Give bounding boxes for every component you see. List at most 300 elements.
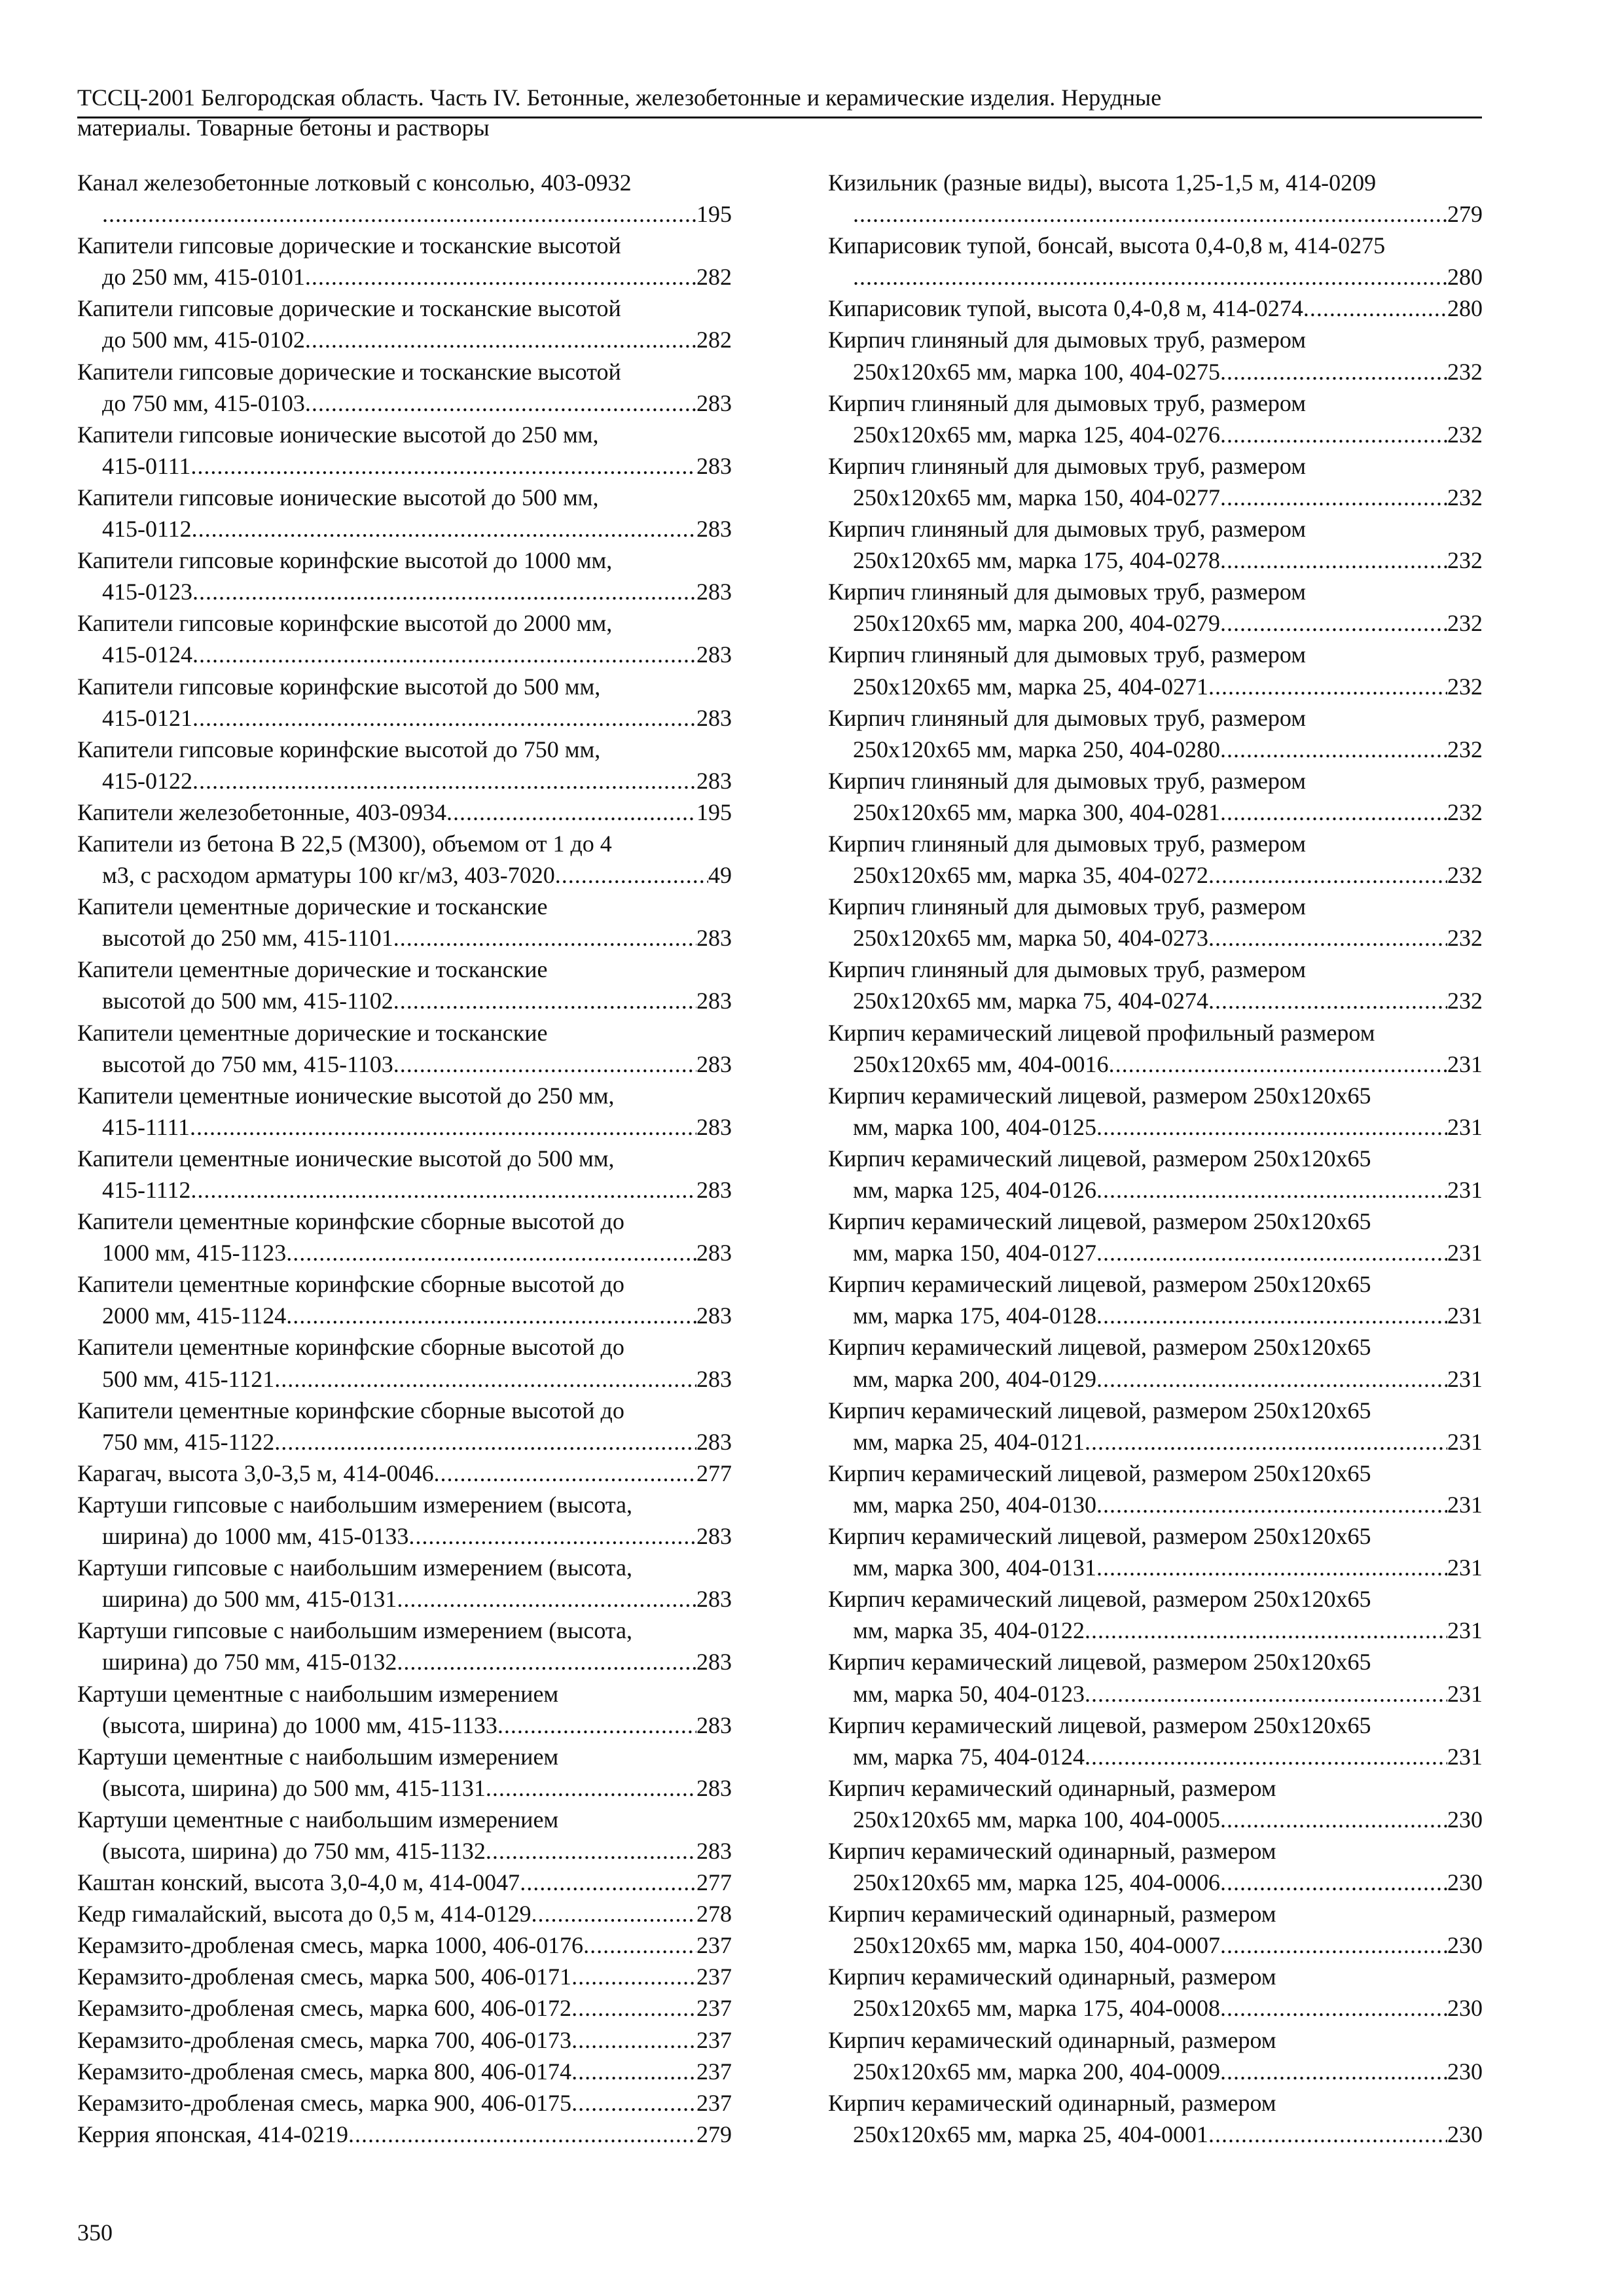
index-entry xyxy=(77,1552,732,1615)
index-entry xyxy=(828,576,1483,639)
entry-text: Кирпич глиняный для дымовых труб, размером xyxy=(828,704,1307,731)
entry-leader-line xyxy=(77,797,732,828)
entry-leader-line xyxy=(828,922,1483,954)
entry-text-continued: 415-1112 xyxy=(102,1177,191,1203)
entry-text-continued: 2000 мм, 415-1124 xyxy=(102,1302,287,1329)
index-entry xyxy=(77,1080,732,1143)
entry-page-number: 237 xyxy=(696,2026,732,2053)
entry-text: Капители гипсовые коринфские высотой до 2000 мм, xyxy=(77,610,613,637)
entry-leader-line xyxy=(828,1426,1483,1458)
entry-text-continued: 250x120x65 мм, марка 200, 404-0279 xyxy=(853,610,1220,637)
entry-leader-line xyxy=(77,450,732,482)
entry-leader-line xyxy=(77,2024,732,2056)
index-entry xyxy=(77,1268,732,1331)
header-line-1: ТССЦ-2001 Белгородская область. Часть IV. Бетонные, железобетонные и керамические изделия. Нерудные xyxy=(77,84,1162,111)
dot-leader xyxy=(1096,1489,1447,1520)
entry-page-number: 232 xyxy=(1447,988,1483,1014)
entry-page-number: 231 xyxy=(1447,1113,1483,1140)
entry-text: Кирпич глиняный для дымовых труб, размером xyxy=(828,893,1307,920)
entry-page-number: 237 xyxy=(696,2089,732,2116)
index-entry xyxy=(77,1143,732,1206)
entry-text: Кирпич глиняный для дымовых труб, размером xyxy=(828,956,1307,983)
entry-text: Кирпич керамический лицевой, размером 250x120x65 xyxy=(828,1460,1371,1486)
entry-page-number: 279 xyxy=(1447,201,1483,228)
header-line-2: материалы. Товарные бетоны и растворы xyxy=(77,115,490,141)
dot-leader xyxy=(1220,1804,1447,1835)
index-entry xyxy=(828,1835,1483,1898)
dot-leader xyxy=(1096,1237,1447,1268)
entry-text: Кирпич керамический лицевой, размером 250x120x65 xyxy=(828,1082,1371,1109)
entry-text-continued: до 750 мм, 415-0103 xyxy=(102,389,305,416)
dot-leader xyxy=(1220,797,1447,828)
entry-page-number: 231 xyxy=(1447,1240,1483,1266)
index-entry xyxy=(828,1583,1483,1646)
dot-leader xyxy=(192,765,696,797)
entry-leader-line xyxy=(77,765,732,797)
entry-text: Кирпич глиняный для дымовых труб, размером xyxy=(828,452,1307,479)
entry-leader-line xyxy=(828,482,1483,513)
entry-text: Кирпич глиняный для дымовых труб, размером xyxy=(828,767,1307,794)
index-entry xyxy=(77,1458,732,1489)
entry-text-continued: 750 мм, 415-1122 xyxy=(102,1428,275,1455)
entry-page-number: 283 xyxy=(696,704,732,731)
index-entry xyxy=(77,1331,732,1394)
index-entry xyxy=(828,1017,1483,1080)
entry-text-continued: высотой до 750 мм, 415-1103 xyxy=(102,1050,393,1077)
entry-page-number: 283 xyxy=(696,1774,732,1801)
entry-leader-line xyxy=(77,1520,732,1552)
dot-leader xyxy=(192,639,696,670)
entry-page-number: 231 xyxy=(1447,1680,1483,1707)
entry-text-continued: Керамзито-дробленая смесь, марка 500, 406-0171 xyxy=(77,1964,572,1990)
index-entry xyxy=(828,765,1483,828)
entry-leader-line xyxy=(77,922,732,954)
dot-leader xyxy=(1220,482,1447,513)
entry-page-number: 232 xyxy=(1447,798,1483,825)
dot-leader xyxy=(274,1426,696,1458)
entry-text-continued: 250x120x65 мм, марка 25, 404-0001 xyxy=(853,2121,1208,2147)
entry-leader-line xyxy=(828,2119,1483,2150)
index-entry xyxy=(77,1678,732,1741)
entry-page-number: 232 xyxy=(1447,421,1483,448)
dot-leader xyxy=(1303,293,1447,324)
dot-leader xyxy=(1220,545,1447,576)
entry-leader-line xyxy=(828,1804,1483,1835)
index-entry xyxy=(828,1710,1483,1772)
entry-text: Кирпич глиняный для дымовых труб, размером xyxy=(828,389,1307,416)
entry-text-continued: Керамзито-дробленая смесь, марка 900, 406-0175 xyxy=(77,2089,572,2116)
dot-leader xyxy=(1096,1363,1447,1395)
entry-leader-line xyxy=(828,734,1483,765)
entry-text-continued: ширина) до 1000 мм, 415-0133 xyxy=(102,1523,409,1550)
entry-text: Кирпич керамический лицевой, размером 250x120x65 xyxy=(828,1208,1371,1235)
entry-leader-line xyxy=(77,859,732,891)
entry-text-continued: Керамзито-дробленая смесь, марка 800, 406-0174 xyxy=(77,2058,572,2085)
entry-leader-line xyxy=(77,1111,732,1143)
dot-leader xyxy=(1096,1174,1447,1206)
entry-page-number: 283 xyxy=(696,641,732,668)
entry-leader-line xyxy=(828,198,1483,230)
entry-text: Капители гипсовые коринфские высотой до 500 мм, xyxy=(77,673,601,700)
entry-leader-line xyxy=(77,639,732,670)
dot-leader xyxy=(1208,985,1447,1016)
entry-page-number: 231 xyxy=(1447,1554,1483,1581)
entry-leader-line xyxy=(77,1835,732,1867)
entry-page-number: 237 xyxy=(696,1995,732,2022)
index-entry xyxy=(77,891,732,954)
entry-text: Кирпич глиняный для дымовых труб, размером xyxy=(828,641,1307,668)
entry-page-number: 232 xyxy=(1447,925,1483,952)
dot-leader xyxy=(286,1300,696,1331)
entry-leader-line xyxy=(828,1992,1483,2024)
dot-leader xyxy=(397,1646,696,1677)
entry-text-continued: мм, марка 50, 404-0123 xyxy=(853,1680,1085,1707)
entry-page-number: 283 xyxy=(696,1050,732,1077)
entry-leader-line xyxy=(828,1237,1483,1268)
index-entry xyxy=(828,1331,1483,1394)
entry-page-number: 195 xyxy=(696,798,732,825)
entry-page-number: 231 xyxy=(1447,1491,1483,1518)
entry-leader-line xyxy=(828,859,1483,891)
index-entry xyxy=(77,230,732,293)
entry-leader-line xyxy=(828,356,1483,387)
index-entry xyxy=(828,2087,1483,2150)
index-entry xyxy=(828,891,1483,954)
entry-page-number: 283 xyxy=(696,925,732,952)
entry-page-number: 195 xyxy=(696,201,732,228)
entry-text-continued: (высота, ширина) до 750 мм, 415-1132 xyxy=(102,1837,486,1864)
entry-text: Кирпич керамический одинарный, размером xyxy=(828,1901,1276,1928)
entry-text: Кирпич керамический одинарный, размером xyxy=(828,2089,1276,2116)
dot-leader xyxy=(1085,1678,1447,1710)
entry-leader-line xyxy=(828,1929,1483,1961)
dot-leader xyxy=(1220,419,1447,450)
entry-text: Кирпич керамический лицевой, размером 250x120x65 xyxy=(828,1649,1371,1676)
entry-text-continued: м3, с расходом арматуры 100 кг/м3, 403-7020 xyxy=(102,862,555,889)
index-entry xyxy=(77,1206,732,1268)
entry-page-number: 279 xyxy=(696,2121,732,2147)
entry-text-continued: мм, марка 25, 404-0121 xyxy=(853,1428,1085,1455)
entry-text-continued: 415-1111 xyxy=(102,1113,190,1140)
entry-text-continued: 250x120x65 мм, марка 50, 404-0273 xyxy=(853,925,1208,952)
entry-text: Капители гипсовые коринфские высотой до 1000 мм, xyxy=(77,547,613,574)
entry-page-number: 280 xyxy=(1447,264,1483,291)
dot-leader xyxy=(393,922,696,954)
entry-text-continued: мм, марка 300, 404-0131 xyxy=(853,1554,1096,1581)
entry-text: Картуши цементные с наибольшим измерением xyxy=(77,1806,559,1833)
entry-leader-line xyxy=(828,985,1483,1016)
entry-page-number: 231 xyxy=(1447,1365,1483,1392)
index-entry xyxy=(77,1898,732,1929)
entry-page-number: 231 xyxy=(1447,1302,1483,1329)
entry-text-continued: Керамзито-дробленая смесь, марка 1000, 406-0176 xyxy=(77,1932,584,1959)
entry-text-continued: Кипарисовик тупой, высота 0,4-0,8 м, 414-0274 xyxy=(828,295,1303,322)
entry-page-number: 232 xyxy=(1447,673,1483,700)
entry-page-number: 283 xyxy=(696,452,732,479)
entry-leader-line xyxy=(77,1929,732,1961)
entry-leader-line xyxy=(828,1489,1483,1520)
entry-text-continued: высотой до 500 мм, 415-1102 xyxy=(102,988,393,1014)
entry-text: Кирпич керамический лицевой, размером 250x120x65 xyxy=(828,1397,1371,1424)
index-entry xyxy=(828,1206,1483,1268)
entry-text: Капители из бетона В 22,5 (М300), объемом от 1 до 4 xyxy=(77,830,612,857)
entry-text: Капители гипсовые ионические высотой до 500 мм, xyxy=(77,484,599,511)
entry-leader-line xyxy=(828,1049,1483,1080)
entry-leader-line xyxy=(77,1300,732,1331)
index-entry xyxy=(828,167,1483,230)
entry-page-number: 283 xyxy=(696,988,732,1014)
dot-leader xyxy=(1085,1741,1447,1772)
entry-text: Капители гипсовые дорические и тосканские высотой xyxy=(77,232,621,259)
dot-leader xyxy=(1085,1426,1447,1458)
entry-text-continued: 250x120x65 мм, 404-0016 xyxy=(853,1050,1109,1077)
entry-page-number: 283 xyxy=(696,767,732,794)
entry-leader-line xyxy=(828,419,1483,450)
index-entry xyxy=(828,293,1483,324)
entry-leader-line xyxy=(828,1174,1483,1206)
dot-leader xyxy=(102,198,696,230)
dot-leader xyxy=(1220,356,1447,387)
entry-text-continued: мм, марка 150, 404-0127 xyxy=(853,1240,1096,1266)
dot-leader xyxy=(190,1174,696,1206)
dot-leader xyxy=(190,1111,696,1143)
entry-text-continued: 1000 мм, 415-1123 xyxy=(102,1240,287,1266)
entry-text: Капители цементные ионические высотой до 500 мм, xyxy=(77,1145,615,1172)
entry-page-number: 277 xyxy=(696,1869,732,1896)
dot-leader xyxy=(571,2024,696,2056)
entry-text: Канал железобетонные лотковый с консолью, 403-0932 xyxy=(77,170,632,196)
entry-page-number: 232 xyxy=(1447,484,1483,511)
dot-leader xyxy=(274,1363,696,1395)
entry-text-continued: 250x120x65 мм, марка 125, 404-0006 xyxy=(853,1869,1220,1896)
entry-leader-line xyxy=(77,1174,732,1206)
entry-text: Капители цементные ионические высотой до 250 мм, xyxy=(77,1082,615,1109)
dot-leader xyxy=(397,1583,696,1615)
entry-text: Кирпич керамический лицевой, размером 250x120x65 xyxy=(828,1523,1371,1550)
index-entry xyxy=(77,1615,732,1677)
entry-text-continued: Карагач, высота 3,0-3,5 м, 414-0046 xyxy=(77,1460,434,1486)
entry-page-number: 231 xyxy=(1447,1050,1483,1077)
entry-text-continued: Керрия японская, 414-0219 xyxy=(77,2121,348,2147)
index-entry xyxy=(828,639,1483,702)
entry-leader-line xyxy=(828,1300,1483,1331)
entry-page-number: 280 xyxy=(1447,295,1483,322)
entry-text: Капители гипсовые дорические и тосканские высотой xyxy=(77,358,621,385)
index-entry xyxy=(828,828,1483,891)
entry-page-number: 237 xyxy=(696,1964,732,1990)
entry-text: Капители цементные коринфские сборные высотой до xyxy=(77,1397,624,1424)
index-entry xyxy=(77,293,732,355)
entry-text-continued: 250x120x65 мм, марка 175, 404-0008 xyxy=(853,1995,1220,2022)
entry-text: Картуши цементные с наибольшим измерением xyxy=(77,1743,559,1770)
entry-page-number: 230 xyxy=(1447,2058,1483,2085)
entry-page-number: 283 xyxy=(696,1365,732,1392)
dot-leader xyxy=(348,2119,696,2150)
entry-page-number: 230 xyxy=(1447,2121,1483,2147)
entry-page-number: 230 xyxy=(1447,1806,1483,1833)
entry-page-number: 237 xyxy=(696,1932,732,1959)
entry-page-number: 283 xyxy=(696,1177,732,1203)
entry-leader-line xyxy=(77,1646,732,1677)
index-entry xyxy=(828,954,1483,1016)
entry-text-continued: мм, марка 35, 404-0122 xyxy=(853,1617,1085,1644)
entry-text-continued: 500 мм, 415-1121 xyxy=(102,1365,275,1392)
entry-page-number: 283 xyxy=(696,1428,732,1455)
entry-leader-line xyxy=(77,1961,732,1992)
entry-text-continued: 415-0111 xyxy=(102,452,191,479)
entry-page-number: 230 xyxy=(1447,1932,1483,1959)
entry-text: Кирпич глиняный для дымовых труб, размером xyxy=(828,327,1307,353)
index-entry xyxy=(828,324,1483,387)
entry-page-number: 283 xyxy=(696,579,732,605)
entry-text: Капители цементные коринфские сборные высотой до xyxy=(77,1334,624,1361)
entry-text: Кирпич керамический лицевой, размером 250x120x65 xyxy=(828,1145,1371,1172)
index-entry xyxy=(77,2024,732,2056)
dot-leader xyxy=(286,1237,696,1268)
entry-text: Кирпич керамический одинарный, размером xyxy=(828,1964,1276,1990)
entry-text-continued: (высота, ширина) до 1000 мм, 415-1133 xyxy=(102,1712,497,1738)
dot-leader xyxy=(305,324,696,355)
entry-text: Капители гипсовые ионические высотой до 250 мм, xyxy=(77,421,599,448)
entry-text-continued: мм, марка 125, 404-0126 xyxy=(853,1177,1096,1203)
entry-text-continued: Каштан конский, высота 3,0-4,0 м, 414-0047 xyxy=(77,1869,520,1896)
dot-leader xyxy=(486,1772,696,1804)
index-entry xyxy=(828,1520,1483,1583)
entry-leader-line xyxy=(77,2087,732,2119)
entry-text-continued: высотой до 250 мм, 415-1101 xyxy=(102,925,393,952)
index-entry xyxy=(828,513,1483,576)
index-entry xyxy=(77,1741,732,1804)
entry-leader-line xyxy=(77,324,732,355)
entry-text: Кирпич керамический лицевой, размером 250x120x65 xyxy=(828,1712,1371,1738)
entry-leader-line xyxy=(77,576,732,607)
entry-text: Капители цементные дорические и тосканские xyxy=(77,956,548,983)
dot-leader xyxy=(497,1710,696,1741)
entry-text: Кипарисовик тупой, бонсай, высота 0,4-0,8 м, 414-0275 xyxy=(828,232,1386,259)
dot-leader xyxy=(520,1867,696,1898)
entry-text-continued: мм, марка 200, 404-0129 xyxy=(853,1365,1096,1392)
entry-text: Кирпич керамический одинарный, размером xyxy=(828,1837,1276,1864)
entry-text-continued: 415-0123 xyxy=(102,579,192,605)
entry-page-number: 283 xyxy=(696,1240,732,1266)
dot-leader xyxy=(305,261,696,293)
entry-leader-line xyxy=(828,261,1483,293)
entry-leader-line xyxy=(828,1678,1483,1710)
entry-page-number: 231 xyxy=(1447,1428,1483,1455)
entry-text-continued: 250x120x65 мм, марка 175, 404-0278 xyxy=(853,547,1220,574)
entry-text: Кирпич глиняный для дымовых труб, размером xyxy=(828,579,1307,605)
entry-text: Кирпич керамический лицевой профильный размером xyxy=(828,1019,1375,1046)
entry-page-number: 283 xyxy=(696,1302,732,1329)
entry-text: Капители гипсовые коринфские высотой до 750 мм, xyxy=(77,736,601,762)
index-entry xyxy=(77,545,732,607)
entry-page-number: 283 xyxy=(696,1586,732,1613)
index-entry xyxy=(828,2024,1483,2087)
entry-text-continued: 415-0112 xyxy=(102,516,192,543)
entry-leader-line xyxy=(77,198,732,230)
entry-leader-line xyxy=(77,1867,732,1898)
entry-text-continued: Капители железобетонные, 403-0934 xyxy=(77,798,447,825)
entry-leader-line xyxy=(77,1772,732,1804)
dot-leader xyxy=(853,261,1447,293)
entry-leader-line xyxy=(77,1898,732,1929)
entry-text: Кирпич керамический лицевой, размером 250x120x65 xyxy=(828,1334,1371,1361)
index-entry xyxy=(77,2119,732,2150)
index-entry xyxy=(77,1867,732,1898)
index-entry xyxy=(77,1992,732,2024)
entry-leader-line xyxy=(828,671,1483,702)
dot-leader xyxy=(1208,922,1447,954)
entry-page-number: 277 xyxy=(696,1460,732,1486)
entry-leader-line xyxy=(828,1111,1483,1143)
entry-text-continued: Керамзито-дробленая смесь, марка 700, 406-0173 xyxy=(77,2026,572,2053)
dot-leader xyxy=(571,1961,696,1992)
index-entry xyxy=(77,1395,732,1458)
entry-leader-line xyxy=(828,607,1483,639)
index-entry xyxy=(77,2087,732,2119)
entry-text: Капители гипсовые дорические и тосканские высотой xyxy=(77,295,621,322)
index-entry xyxy=(77,419,732,482)
dot-leader xyxy=(446,797,696,828)
entry-leader-line xyxy=(77,1992,732,2024)
index-entry xyxy=(77,482,732,545)
index-entry xyxy=(828,1772,1483,1835)
dot-leader xyxy=(531,1898,696,1929)
dot-leader xyxy=(1220,1992,1447,2024)
dot-leader xyxy=(1096,1552,1447,1583)
entry-text: Картуши цементные с наибольшим измерением xyxy=(77,1680,559,1707)
index-column-right xyxy=(828,167,1483,2150)
index-entry xyxy=(77,1804,732,1867)
entry-text-continued: 415-0124 xyxy=(102,641,192,668)
dot-leader xyxy=(434,1458,697,1489)
entry-page-number: 283 xyxy=(696,1523,732,1550)
entry-text: Капители цементные дорические и тосканские xyxy=(77,1019,548,1046)
entry-leader-line xyxy=(77,1049,732,1080)
entry-text: Картуши гипсовые с наибольшим измерением (высота, xyxy=(77,1554,633,1581)
entry-leader-line xyxy=(77,1237,732,1268)
entry-text-continued: 250x120x65 мм, марка 100, 404-0275 xyxy=(853,358,1220,385)
dot-leader xyxy=(393,985,696,1016)
entry-text-continued: 250x120x65 мм, марка 200, 404-0009 xyxy=(853,2058,1220,2085)
dot-leader xyxy=(192,576,696,607)
entry-text-continued: Кедр гималайский, высота до 0,5 м, 414-0129 xyxy=(77,1901,532,1928)
dot-leader xyxy=(1220,1867,1447,1898)
entry-page-number: 231 xyxy=(1447,1177,1483,1203)
dot-leader xyxy=(305,387,696,419)
entry-page-number: 283 xyxy=(696,1837,732,1864)
entry-text: Капители цементные коринфские сборные высотой до xyxy=(77,1271,624,1298)
index-entry xyxy=(828,702,1483,765)
entry-leader-line xyxy=(77,2119,732,2150)
dot-leader xyxy=(190,450,696,482)
index-entry xyxy=(77,1489,732,1552)
entry-text: Кирпич глиняный для дымовых труб, размером xyxy=(828,830,1307,857)
entry-leader-line xyxy=(77,1583,732,1615)
entry-text-continued: Керамзито-дробленая смесь, марка 600, 406-0172 xyxy=(77,1995,572,2022)
entry-page-number: 230 xyxy=(1447,1869,1483,1896)
entry-leader-line xyxy=(828,545,1483,576)
dot-leader xyxy=(1220,607,1447,639)
entry-text-continued: 250x120x65 мм, марка 100, 404-0005 xyxy=(853,1806,1220,1833)
index-entry xyxy=(828,1458,1483,1520)
index-entry xyxy=(77,828,732,891)
entry-page-number: 282 xyxy=(696,264,732,291)
entry-text-continued: мм, марка 250, 404-0130 xyxy=(853,1491,1096,1518)
entry-leader-line xyxy=(77,387,732,419)
dot-leader xyxy=(1096,1300,1447,1331)
index-entry xyxy=(828,450,1483,513)
